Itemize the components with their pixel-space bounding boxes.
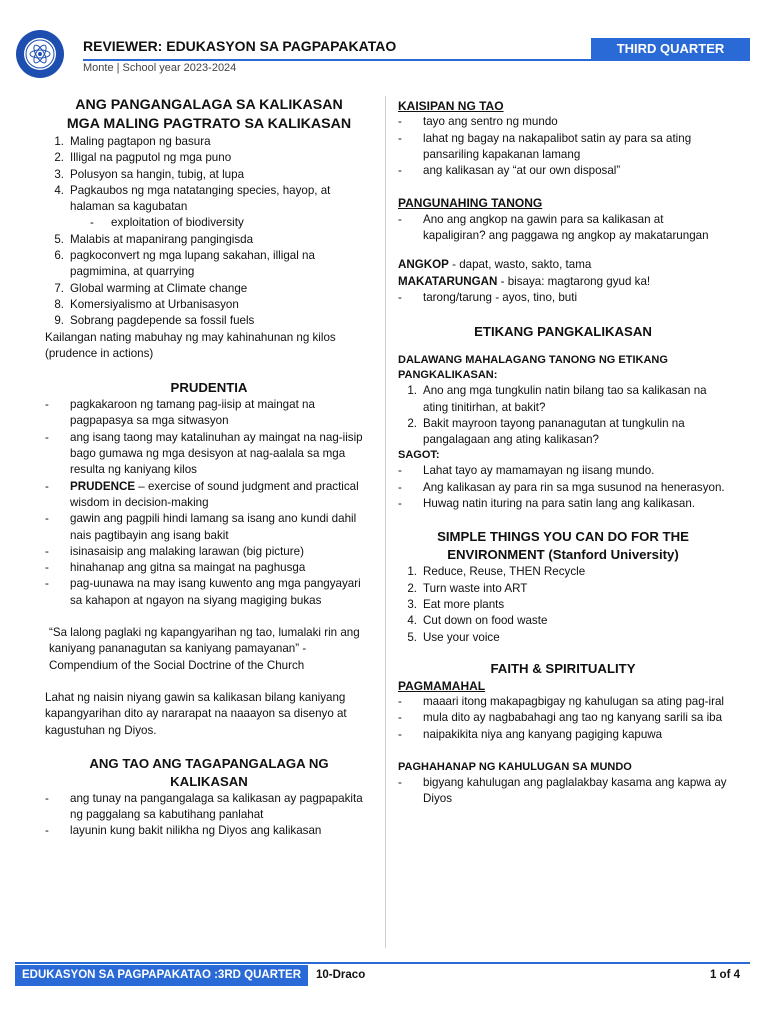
kailangan-text: Kailangan nating mabuhay ng may kahinahunan ng kilos (prudence in actions) <box>45 330 336 360</box>
simple-things-heading: SIMPLE THINGS YOU CAN DO FOR THE ENVIRONMENT (Stanford University) <box>437 529 689 563</box>
makatarungan-list <box>398 290 728 306</box>
right-column <box>398 98 728 808</box>
maling-pagtrato-list-cont <box>45 232 373 330</box>
pagmamahal-list <box>398 694 728 743</box>
list-item: 1. Ano ang mga tungkulin natin bilang tao sa kalikasan na ating tinitirhan, at bakit? <box>407 384 707 414</box>
list-item: - bigyang kahulugan ang paglalakbay kasama ang kapwa ay Diyos <box>398 776 727 806</box>
etikang-heading: ETIKANG PANGKALIKASAN <box>474 324 652 340</box>
column-separator <box>385 96 386 948</box>
list-item: - tayo ang sentro ng mundo <box>398 115 558 129</box>
sub-list <box>45 215 373 231</box>
list-item: - pagkakaroon ng tamang pag-iisip at maingat na pagpapasya sa mga sitwasyon <box>45 398 315 428</box>
dalawang-heading: DALAWANG MAHALAGANG TANONG NG ETIKANG PANGKALIKASAN: <box>398 354 668 382</box>
list-item: 4. Pagkaubos ng mga natatanging species, hayop, at halaman sa kagubatan <box>54 183 331 214</box>
sagot-heading: SAGOT: <box>398 449 440 462</box>
list-item: 1. Reduce, Reuse, THEN Recycle <box>407 565 586 579</box>
list-item: 6. pagkoconvert ng mga lupang sakahan, illigal na pagmimina, at quarrying <box>54 249 315 279</box>
list-item: - isinasaisip ang malaking larawan (big picture) <box>45 544 304 558</box>
quote-text: “Sa lalong paglaki ng kapangyarihan ng tao, lumalaki rin ang kaniyang pananagutan sa kaniyang pamayanan” - Compendium of the Social Doctrine of the Church <box>49 626 360 672</box>
simple-things-list <box>398 564 728 645</box>
list-item: 9. Sobrang pagdepende sa fossil fuels <box>54 314 255 328</box>
list-item: - ang kalikasan ay “at our own disposal” <box>398 164 621 178</box>
list-item: 3. Eat more plants <box>407 597 505 611</box>
list-item: 5. Use your voice <box>407 630 500 644</box>
list-item: - tarong/tarung - ayos, tino, buti <box>398 290 578 304</box>
footer-subject: EDUKASYON SA PAGPAPAKATAO :3RD QUARTER <box>15 965 308 986</box>
dalawang-list <box>398 383 728 448</box>
tagapangalaga-heading: ANG TAO ANG TAGAPANGALAGA NG KALIKASAN <box>89 755 329 789</box>
kaisipan-heading: KAISIPAN NG TAO <box>398 99 504 113</box>
list-item: - pag-uunawa na may isang kuwento ang mga pangyayari sa kahapon at ngayon na siyang magiging bukas <box>45 577 361 607</box>
header-title: REVIEWER: EDUKASYON SA PAGPAPAKATAO <box>83 38 397 54</box>
list-item: - maaari itong makapagbigay ng kahulugan sa ating pag-iral <box>398 695 724 709</box>
list-item: - layunin kung bakit nilikha ng Diyos ang kalikasan <box>45 824 322 838</box>
lahat-text: Lahat ng naisin niyang gawin sa kalikasan bilang kaniyang kapangyarihan dito ay nararapat na naaayon sa disenyo at kagustuhan ng Diyos. <box>45 690 347 737</box>
list-item: 8. Komersiyalismo at Urbanisasyon <box>54 297 239 311</box>
list-item: 3. Polusyon sa hangin, tubig, at lupa <box>54 167 245 181</box>
left-column <box>45 96 373 840</box>
list-item: - mula dito ay nagbabahagi ang tao ng kanyang sarili sa iba <box>398 711 723 725</box>
list-item: 2. Bakit mayroon tayong pananagutan at tungkulin na pangalagaan ang ating kalikasan? <box>407 416 685 447</box>
list-item: - ang tunay na pangangalaga sa kalikasan ay pagpapakita ng paggalang sa kabutihang panlahat <box>45 791 363 822</box>
list-item: - ang isang taong may katalinuhan ay maingat na nag-iisip bago gumawa ng mga desisyon at nag-aalala sa mga resulta ng kaniyang kilos <box>45 430 363 477</box>
list-item: - Lahat tayo ay mamamayan ng iisang mundo. <box>398 464 655 478</box>
list-item: - naipakikita niya ang kanyang pagiging kapuwa <box>398 727 663 741</box>
list-item: - PRUDENCE – exercise of sound judgment and practical wisdom in decision-making <box>45 479 359 509</box>
header-divider <box>83 59 750 61</box>
paghahanap-heading: PAGHAHANAP NG KAHULUGAN SA MUNDO <box>398 761 632 774</box>
section-title: ANG PANGANGALAGA SA KALIKASAN <box>75 97 343 113</box>
paghahanap-list <box>398 775 728 808</box>
section-subtitle: MGA MALING PAGTRATO SA KALIKASAN <box>66 116 352 132</box>
pangunahing-heading: PANGUNAHING TANONG <box>398 196 543 211</box>
pangunahing-list <box>398 212 728 245</box>
list-item: 7. Global warming at Climate change <box>54 281 248 295</box>
page-number: 1 of 4 <box>709 969 740 981</box>
maling-pagtrato-list <box>45 134 373 215</box>
faith-heading: FAITH & SPIRITUALITY <box>490 660 636 676</box>
tagapangalaga-list <box>45 791 373 840</box>
prudentia-heading: PRUDENTIA <box>170 380 248 396</box>
makatarungan-definition: MAKATARUNGAN - bisaya: magtarong gyud ka! <box>398 274 651 288</box>
list-item: - Huwag natin ituring na para satin lang ang kalikasan. <box>398 497 695 511</box>
angkop-definition: ANGKOP - dapat, wasto, sakto, tama <box>398 258 592 272</box>
list-item: - exploitation of biodiversity <box>90 216 244 230</box>
quarter-badge: THIRD QUARTER <box>591 38 750 59</box>
school-seal-logo <box>15 29 65 79</box>
prudence-term: PRUDENCE <box>70 479 136 493</box>
footer-section: 10-Draco <box>316 969 366 981</box>
list-item: 4. Cut down on food waste <box>407 614 548 628</box>
list-item: 2. Illigal na pagputol ng mga puno <box>54 151 232 165</box>
list-item: 5. Malabis at mapanirang pangingisda <box>54 232 254 246</box>
list-item: 1. Maling pagtapon ng basura <box>54 135 211 148</box>
header-subtitle: Monte | School year 2023-2024 <box>83 62 237 74</box>
list-item: - Ang kalikasan ay para rin sa mga susunod na henerasyon. <box>398 480 725 494</box>
list-item: - hinahanap ang gitna sa maingat na paghusga <box>45 561 306 575</box>
list-item: - gawin ang pagpili hindi lamang sa isang ano kundi dahil nais pagtibayin ang isang bakit <box>45 512 357 542</box>
list-item: 2. Turn waste into ART <box>407 581 528 595</box>
pagmamahal-heading: PAGMAMAHAL <box>398 678 486 693</box>
footer-divider <box>15 962 750 964</box>
sagot-list <box>398 463 728 512</box>
prudentia-list <box>45 397 373 609</box>
list-item: - lahat ng bagay na nakapalibot satin ay para sa ating pansariling kapakanan lamang <box>398 131 692 161</box>
list-item: - Ano ang angkop na gawin para sa kalikasan at kapaligiran? ang paggawa ng angkop ay makatarungan <box>398 212 709 243</box>
kaisipan-list <box>398 114 728 179</box>
